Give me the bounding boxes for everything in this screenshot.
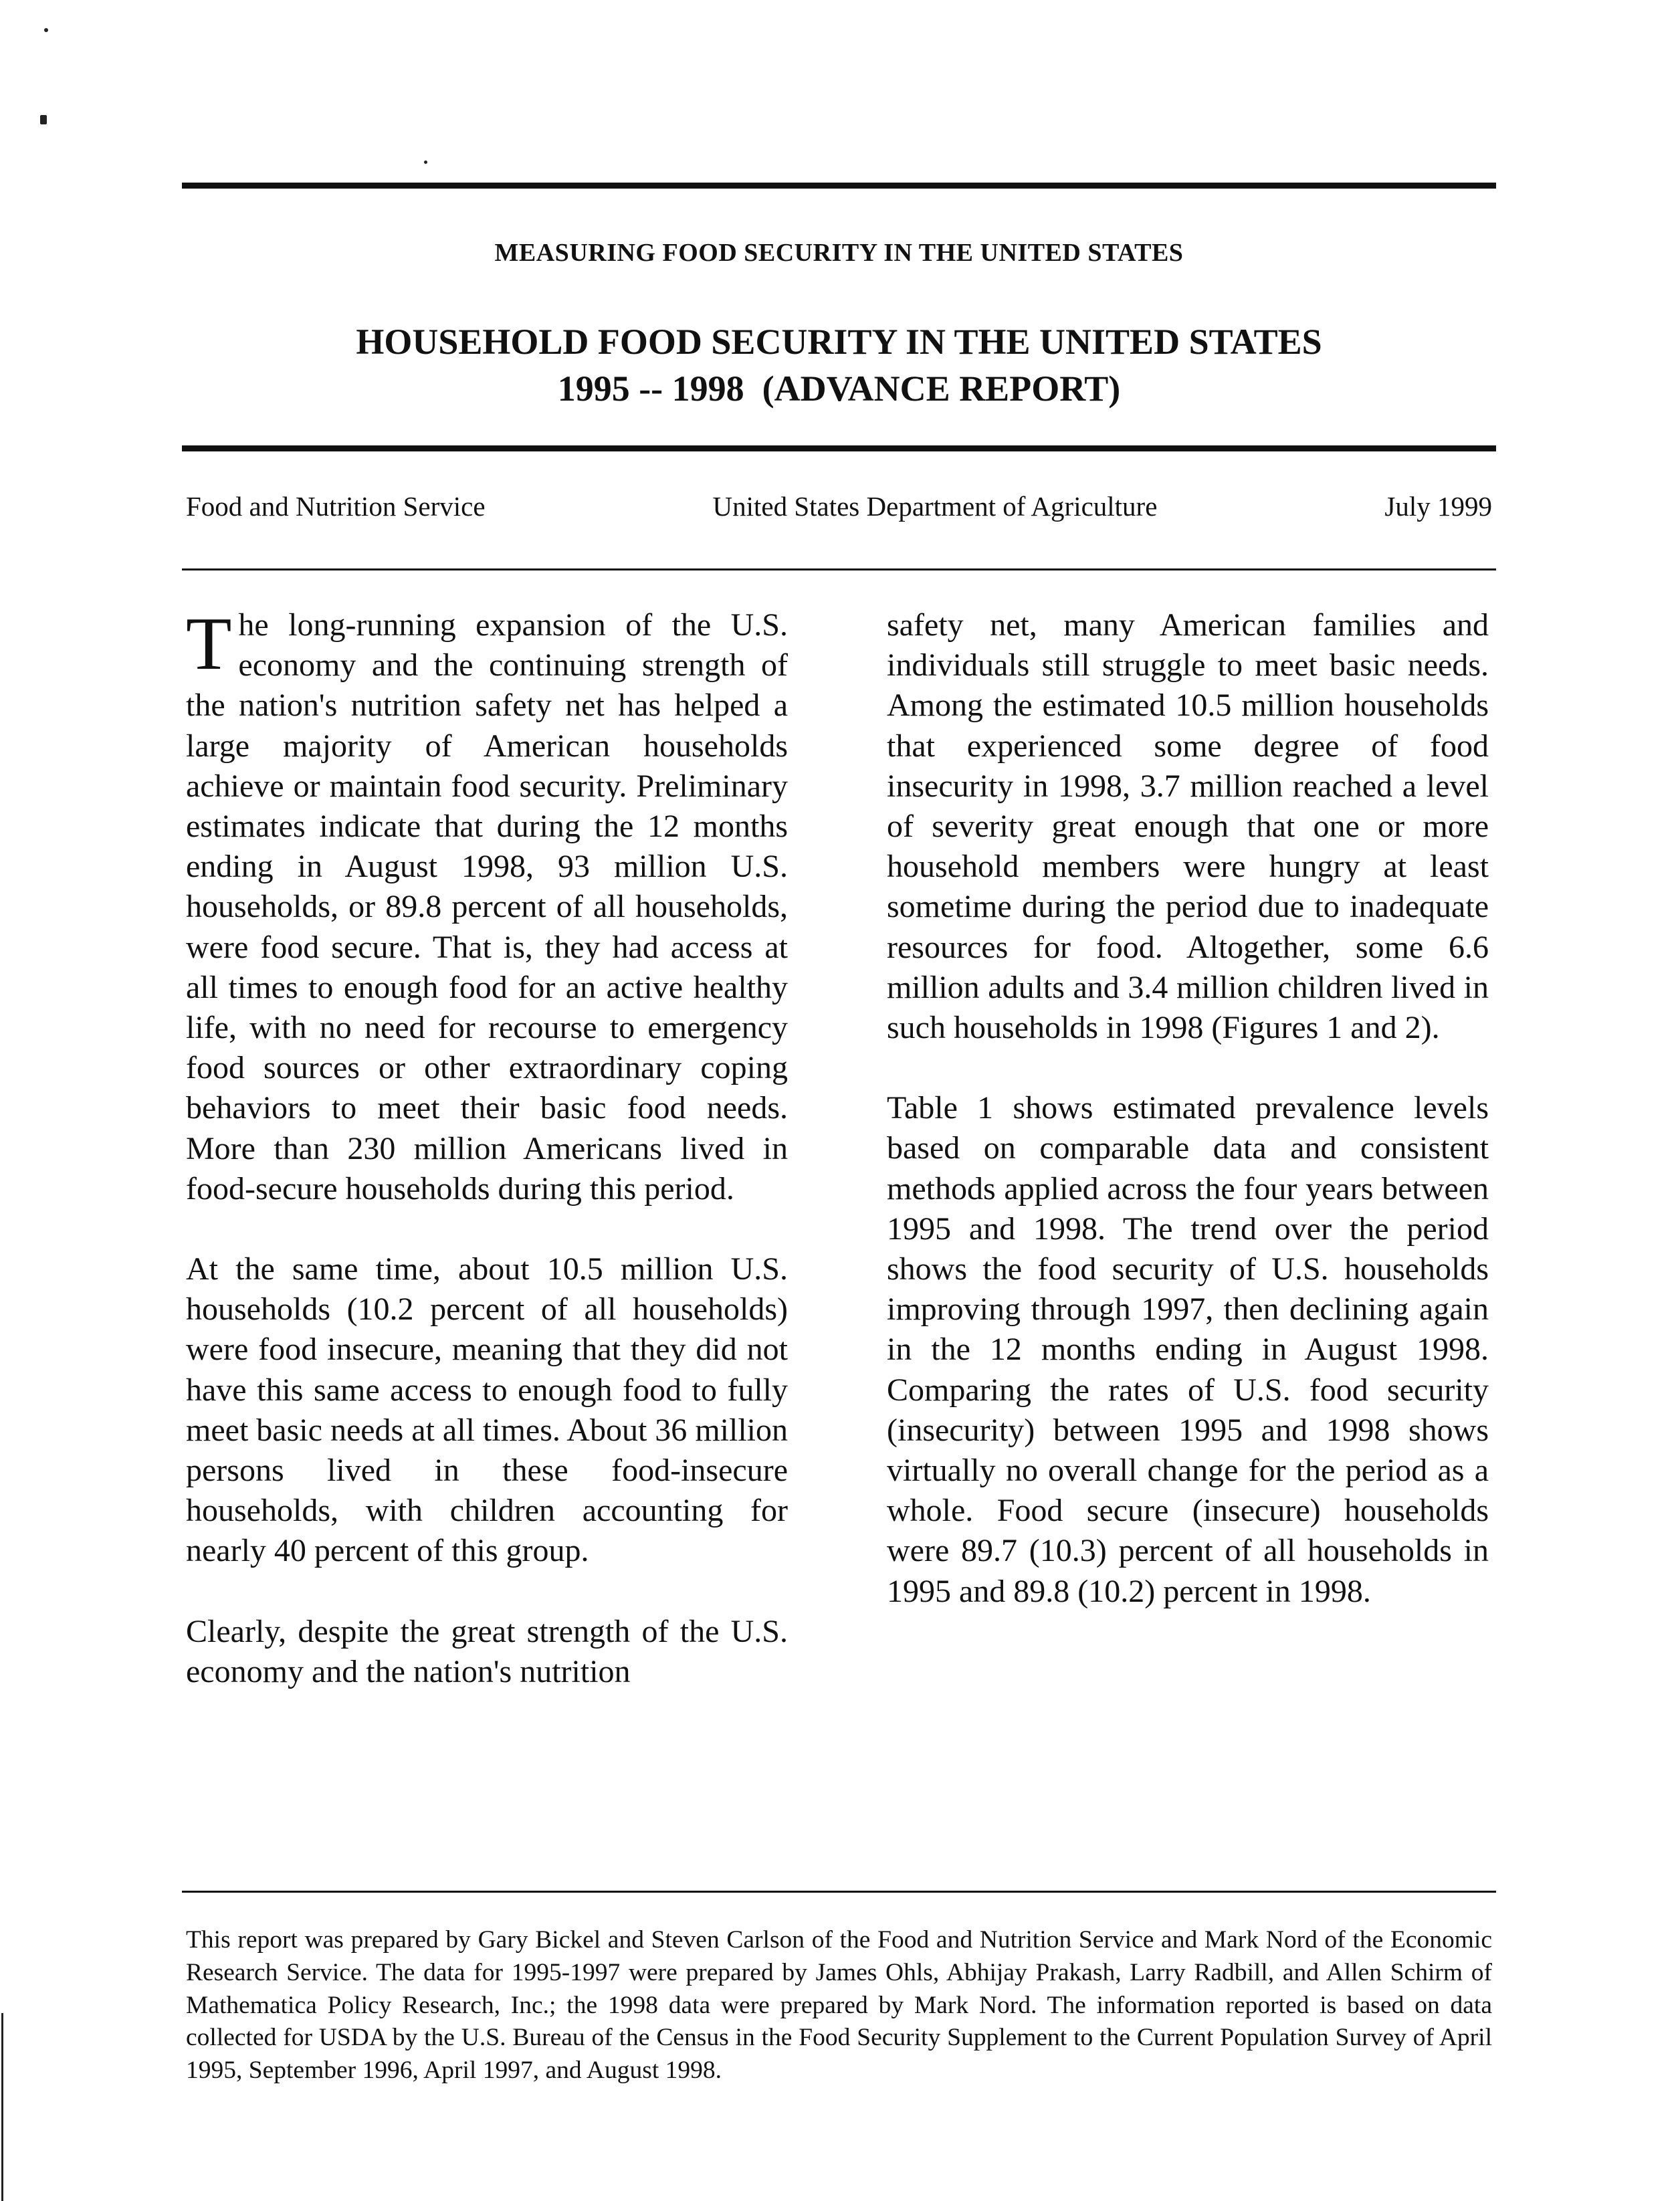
report-title-line1: HOUSEHOLD FOOD SECURITY IN THE UNITED STATES (356, 322, 1322, 362)
masthead (186, 490, 1492, 522)
scan-speck (424, 161, 427, 164)
scan-speck (44, 28, 48, 32)
right-column (887, 605, 1489, 1652)
body-paragraph-continued (887, 605, 1489, 1048)
title-bottom-rule (182, 445, 1496, 451)
body-paragraph (186, 605, 788, 1209)
scan-edge-line (1, 2013, 3, 2201)
top-rule (182, 183, 1496, 189)
paragraph-text: he long-running expansion of the U.S. economy and the continuing strength of the nation's nutrition safety net has helped a large majority of American households achieve or maintain food security. Preliminary estimates indicate that during the 12 months ending in August 1998, 93 million U.S. households, or 89.8 percent of all households, were food secure. That is, they had access at all times to enough food for an active healthy life, with no need for recourse to emergency food sources or other extraordinary coping behaviors to meet their basic food needs. More than 230 million Americans lived in food-secure households during this period. (186, 607, 788, 1207)
body-paragraph (186, 1612, 788, 1692)
footnote-rule (182, 1891, 1496, 1893)
scan-speck (40, 115, 47, 124)
report-title-line2: 1995 -- 1998 (ADVANCE REPORT) (557, 369, 1121, 409)
body-paragraph: Table 1 shows estimated prevalence levels based on comparable data and consistent methods applied across the four years between 1995 and 1998. The trend over the period shows the food security of U.S. households improving through 1997, then declining again in the 12 months ending in August 1998. Comparing the rates of U.S. food security (insecurity) between 1995 and 1998 shows virtually no overall change for the period as a whole. Food secure (insecure) households were 89.7 (10.3) percent of all households in 1995 and 89.8 (10.2) percent in 1998. (887, 1090, 1489, 1609)
paragraph-text-part1: Clearly, despite the great strength of the U.S. economy and the nation's nutrition (186, 1613, 788, 1689)
drop-cap: T (186, 603, 232, 686)
left-column (186, 605, 788, 1732)
series-title: MEASURING FOOD SECURITY IN THE UNITED STATES (494, 239, 1184, 267)
agency-name: Food and Nutrition Service (186, 491, 486, 522)
masthead-rule (182, 568, 1496, 570)
report-title (182, 318, 1496, 412)
body-paragraph: At the same time, about 10.5 million U.S. households (10.2 percent of all households) were food insecure, meaning that they did not have this same access to enough food to fully meet basic needs at all times. About 36 million persons lived in these food-insecure households, with children accounting for nearly 40 percent of this group. (186, 1251, 788, 1569)
paragraph-text-part2: safety net, many American families and individuals still struggle to meet basic needs. Among the estimated 10.5 million households that experienced some degree of food insecurity in 1998, 3.7 million reached a level of severity great enough that one or more household members were hungry at least sometime during the period due to inadequate resources for food. Altogether, some 6.6 million adults and 3.4 million children lived in such households in 1998 (Figures 1 and 2). (887, 607, 1489, 1046)
department-name: United States Department of Agriculture (712, 491, 1158, 522)
publication-date: July 1999 (1384, 491, 1492, 522)
footnote: This report was prepared by Gary Bickel and Steven Carlson of the Food and Nutrition Service and Mark Nord of the Economic Research Service. The data for 1995-1997 were prepared by James Ohls, Abhijay Prakash, Larry Radbill, and Allen Schirm of Mathematica Policy Research, Inc.; the 1998 data were prepared by Mark Nord. The information reported is based on data collected for USDA by the U.S. Bureau of the Census in the Food Security Supplement to the Current Population Survey of April 1995, September 1996, April 1997, and August 1998. (186, 1926, 1492, 2085)
